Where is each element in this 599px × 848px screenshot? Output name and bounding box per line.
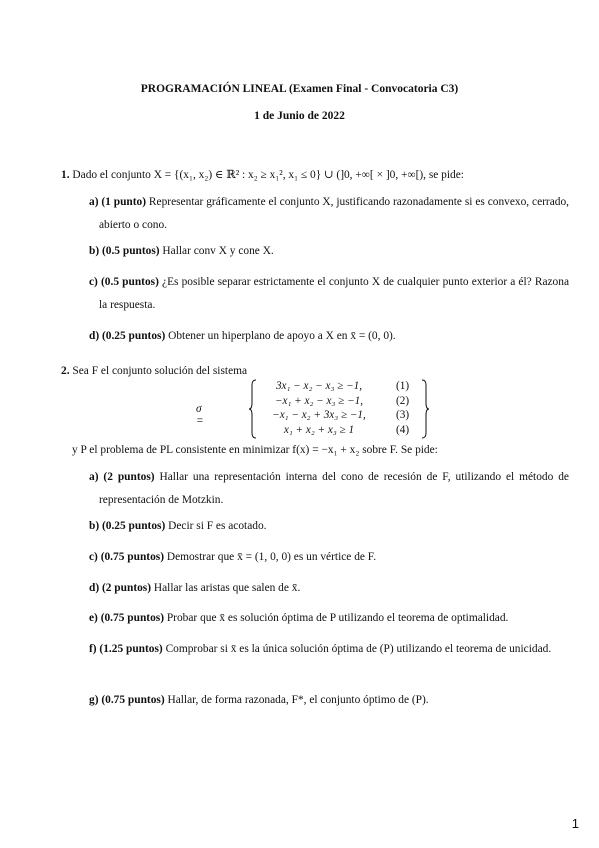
equation-row: −x₁ − x₂ + 3x₃ ≥ −1, <box>272 409 366 421</box>
equation-row: x₁ + x₂ + x₃ ≥ 1 <box>283 423 355 436</box>
item-label: b) (0.5 puntos) <box>89 245 160 257</box>
problem-2-item-g <box>89 689 569 712</box>
item-text: Hallar las aristas que salen de x̄. <box>151 582 301 594</box>
item-label: e) (0.75 puntos) <box>89 612 164 624</box>
problem-2-item-f <box>89 638 569 661</box>
item-label: b) (0.25 puntos) <box>89 520 166 532</box>
problem-2-item-b <box>89 515 569 538</box>
problem-2-statement <box>61 364 561 379</box>
item-text: Hallar conv X y cone X. <box>159 245 274 257</box>
item-label: f) (1.25 puntos) <box>89 643 163 655</box>
item-text: Comprobar si x̄ es la única solución óptima de (P) utilizando el teorema de unicidad. <box>162 643 552 655</box>
item-text: Hallar una representación interna del cono de recesión de F, utilizando el método de representación de Motzkin. <box>99 471 569 506</box>
equation-row: −x₁ + x₂ − x₃ ≥ −1, <box>274 394 364 407</box>
problem-1-text: Dado el conjunto X = {(x₁, x₂) ∈ ℝ² : x₂ ≥ x₁², x₁ ≤ 0} ∪ (]0, +∞[ × ]0, +∞[), se pide: <box>72 169 464 181</box>
equation-number: (2) <box>396 394 410 407</box>
exam-date: 1 de Junio de 2022 <box>254 110 345 122</box>
item-label: c) (0.5 puntos) <box>89 276 159 288</box>
left-brace-icon <box>248 379 258 439</box>
item-label: a) (2 puntos) <box>89 471 155 483</box>
item-label: g) (0.75 puntos) <box>89 694 165 706</box>
item-text: Obtener un hiperplano de apoyo a X en x̄ = (0, 0). <box>165 330 396 342</box>
equation-row: 3x₁ − x₂ − x₃ ≥ −1, <box>275 380 363 392</box>
problem-1-statement <box>61 168 561 183</box>
problem-2-number: 2. <box>61 365 70 377</box>
item-label: d) (0.25 puntos) <box>89 330 166 342</box>
item-text: Decir si F es acotado. <box>165 520 267 532</box>
item-label: d) (2 puntos) <box>89 582 152 594</box>
problem-2-text: Sea F el conjunto solución del sistema <box>72 365 248 377</box>
problem-2-after: y P el problema de PL consistente en minimizar f(x) = −x₁ + x₂ sobre F. Se pide: <box>72 444 438 456</box>
item-label: c) (0.75 puntos) <box>89 551 164 563</box>
equation-number: (3) <box>396 409 410 421</box>
equations <box>259 379 379 437</box>
problem-2-item-e <box>89 607 569 630</box>
problem-1-item-d <box>89 325 569 348</box>
problem-2-item-a <box>89 466 569 512</box>
item-text: Representar gráficamente el conjunto X, justificando razonadamente si es convexo, cerrado, abierto o cono. <box>99 196 570 231</box>
equation-numbers <box>396 379 409 437</box>
problem-1-item-a <box>89 191 569 237</box>
problem-2-item-c <box>89 546 569 569</box>
equation-number: (1) <box>396 380 410 392</box>
problem-1-number: 1. <box>61 169 70 181</box>
item-label: a) (1 punto) <box>89 196 147 208</box>
item-text: Hallar, de forma razonada, F*, el conjunto óptimo de (P). <box>164 694 429 706</box>
exam-title: PROGRAMACIÓN LINEAL (Examen Final - Convocatoria C3) <box>140 83 459 95</box>
system-label: σ = <box>196 403 204 427</box>
item-text: ¿Es posible separar estrictamente el conjunto X de cualquier punto exterior a él? Razona la respuesta. <box>99 276 569 311</box>
problem-1-item-c <box>89 271 569 317</box>
problem-1-item-b <box>89 240 569 263</box>
right-brace-icon <box>420 379 430 439</box>
item-text: Demostrar que x̄ = (1, 0, 0) es un vértice de F. <box>164 551 377 563</box>
item-text: Probar que x̄ es solución óptima de P utilizando el teorema de optimalidad. <box>164 612 509 624</box>
equation-number: (4) <box>396 423 410 436</box>
page-number: 1 <box>571 816 579 831</box>
problem-2-item-d <box>89 577 569 600</box>
